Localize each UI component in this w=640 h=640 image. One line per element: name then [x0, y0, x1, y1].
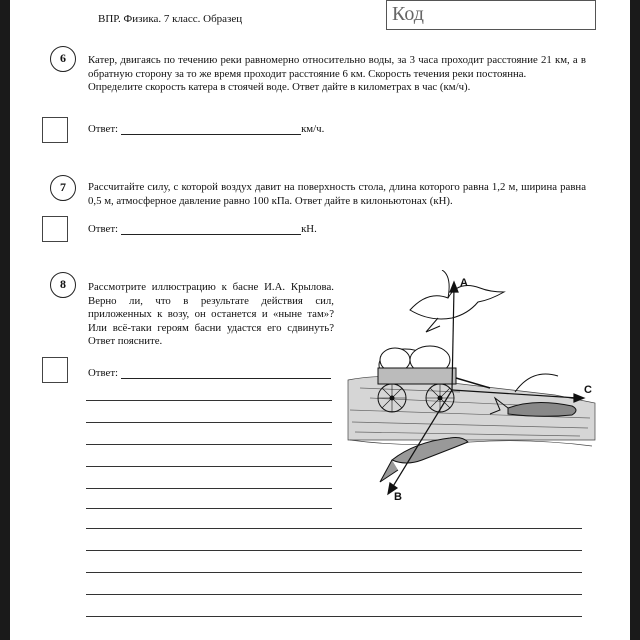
answer-line[interactable]: [86, 400, 332, 401]
label-c: C: [584, 384, 592, 396]
answer-line[interactable]: [86, 550, 582, 551]
question-7-answer: [88, 223, 317, 235]
answer-line[interactable]: [86, 528, 582, 529]
code-label: Код: [392, 3, 424, 25]
code-box[interactable]: [386, 0, 596, 30]
answer-line[interactable]: [86, 466, 332, 467]
answer-line[interactable]: [86, 616, 582, 617]
label-a: A: [460, 277, 468, 289]
question-8-text: [88, 281, 334, 349]
question-7-answer-input[interactable]: [121, 223, 301, 235]
question-6-text: [88, 54, 586, 95]
question-6-score-box[interactable]: [42, 117, 68, 143]
question-6-answer: [88, 123, 324, 135]
question-7-condition: Рассчитайте силу, с которой воздух давит на поверхность стола, длина которого равна 1,2 м, ширина равна 0,5 м, атмосферное давление равно 100 кПа. Ответ дайте в килоньютонах (кН).: [88, 181, 586, 207]
question-7-score-box[interactable]: [42, 216, 68, 242]
label-b: B: [394, 491, 402, 503]
question-8-condition: Рассмотрите иллюстрацию к басне И.А. Крылова. Верно ли, что в результате действия сил, приложенных к возу, он останется и «ныне там»? Или всё-таки героям басни удастся его сдвинуть? Ответ поясните.: [88, 281, 334, 347]
question-7-number: 7: [50, 175, 76, 201]
page-header: ВПР. Физика. 7 класс. Образец: [98, 13, 243, 25]
question-7-answer-label: Ответ:: [88, 223, 119, 235]
question-8-answer-input[interactable]: [121, 367, 331, 379]
question-7-text: [88, 181, 586, 208]
answer-line[interactable]: [86, 444, 332, 445]
worksheet-page: [10, 0, 630, 640]
question-6-condition: Катер, двигаясь по течению реки равномерно относительно воды, за 3 часа проходит расстояние 21 км, а в обратную сторону за то же время проходит расстояние 6 км. Скорость течения реки постоянна.: [88, 54, 586, 80]
question-7-answer-unit: кН.: [301, 223, 317, 235]
answer-line[interactable]: [86, 508, 332, 509]
question-6-answer-label: Ответ:: [88, 123, 119, 135]
answer-line[interactable]: [86, 594, 582, 595]
question-6-answer-input[interactable]: [121, 123, 301, 135]
arrow-a-head: [450, 282, 458, 292]
answer-line[interactable]: [86, 422, 332, 423]
swan: [410, 270, 504, 332]
question-8-answer: [88, 367, 331, 379]
answer-line[interactable]: [86, 488, 332, 489]
question-8-answer-label: Ответ:: [88, 367, 119, 379]
question-6-task: Определите скорость катера в стоячей воде. Ответ дайте в километрах в час (км/ч).: [88, 81, 471, 93]
question-8-score-box[interactable]: [42, 357, 68, 383]
fable-illustration: [340, 270, 600, 510]
question-8-number: 8: [50, 272, 76, 298]
answer-line[interactable]: [86, 572, 582, 573]
question-6-number: 6: [50, 46, 76, 72]
question-6-answer-unit: км/ч.: [301, 123, 325, 135]
